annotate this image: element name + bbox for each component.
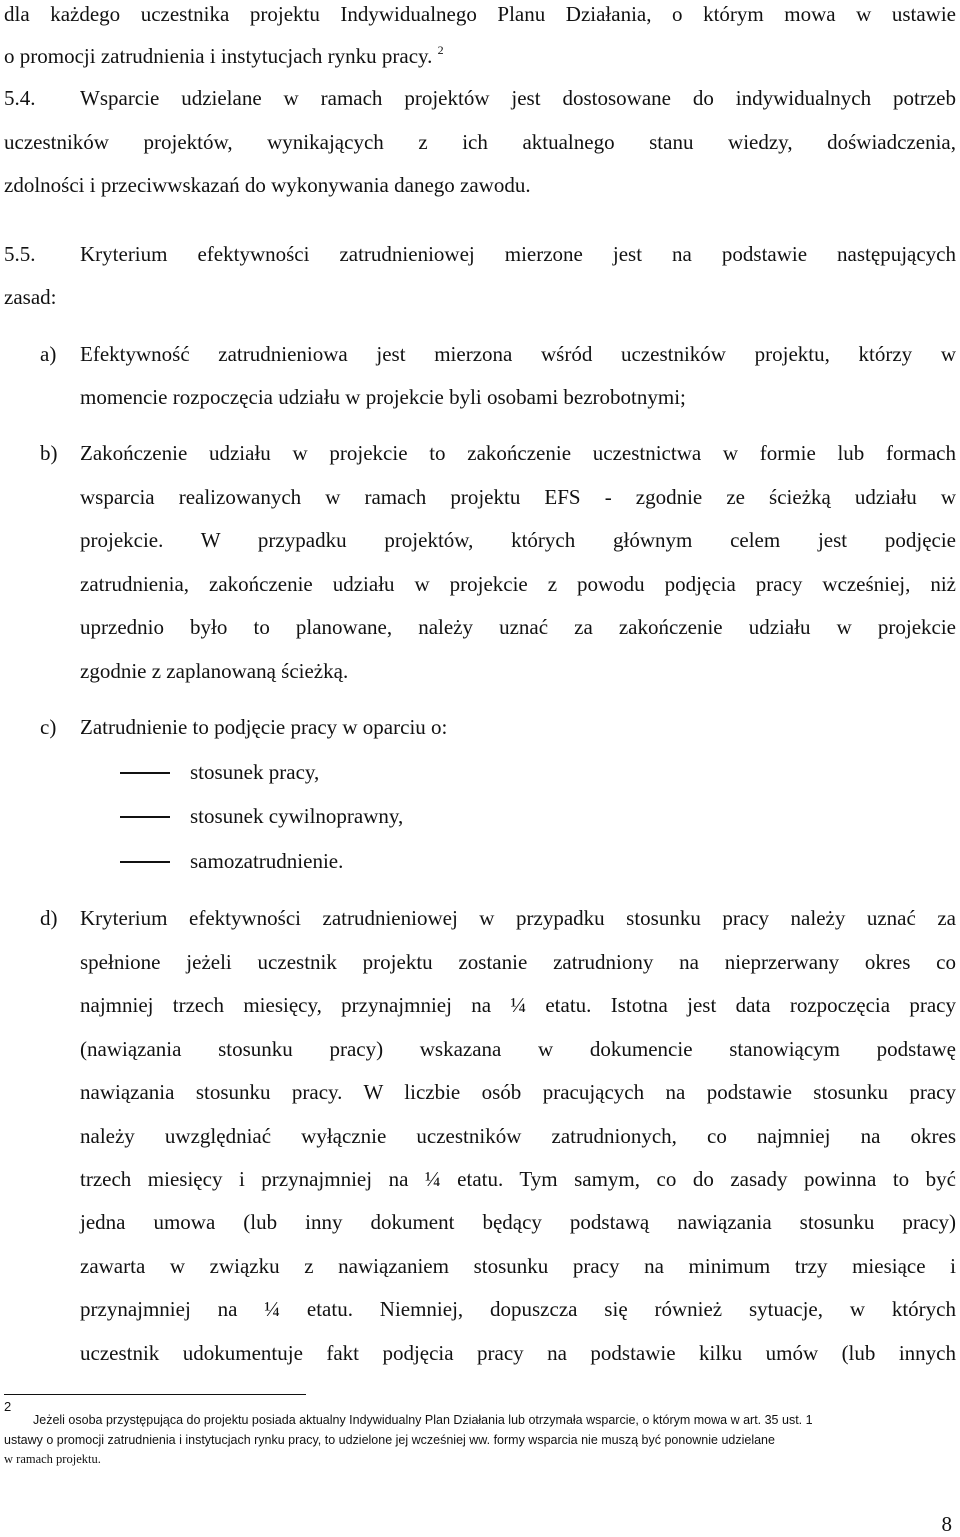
sub-list-item: stosunek pracy, [190,760,320,784]
list-item-line: (nawiązania stosunku pracy) wskazana w dokumencie stanowiącym podstawę [80,1037,956,1061]
list-item-line: zatrudnienia, zakończenie udziału w projekcie z powodu podjęcia pracy wcześniej, niż [80,572,956,596]
list-item-line: Efektywność zatrudnieniowa jest mierzona wśród uczestników projektu, którzy w [80,342,956,366]
list-item-line: trzech miesięcy i przynajmniej na ¼ etatu. Tym samym, co do zasady powinna to być [80,1167,956,1191]
list-item-line: Zakończenie udziału w projekcie to zakończenie uczestnictwa w formie lub formach [80,441,956,465]
list-label: c) [40,715,57,739]
page-number: 8 [941,1512,952,1536]
footnote-mark: 2 [4,1399,12,1414]
footnote-line: w ramach projektu. [4,1452,101,1466]
footnote-reference: 2 [437,43,444,57]
footnote-line: Jeżeli osoba przystępująca do projektu posiada aktualny Indywidualny Plan Działania lub otrzymała wsparcie, o którym mowa w art. 35 ust. 1 [33,1413,813,1427]
sub-list-item: samozatrudnienie. [190,849,344,873]
paragraph-line: Kryterium efektywności zatrudnieniowej mierzone jest na podstawie następujących [80,242,956,266]
list-label: b) [40,441,58,465]
list-item-line: uprzednio było to planowane, należy uznać za zakończenie udziału w projekcie [80,615,956,639]
list-item-line: najmniej trzech miesięcy, przynajmniej na ¼ etatu. Istotna jest data rozpoczęcia pracy [80,993,956,1017]
paragraph-line: dla każdego uczestnika projektu Indywidualnego Planu Działania, o którym mowa w ustawie [4,2,956,26]
paragraph-line: zasad: [4,285,57,309]
list-item-line: zawarta w związku z nawiązaniem stosunku pracy na minimum trzy miesiące i [80,1254,956,1278]
dash-bullet [120,772,170,774]
list-item-line: przynajmniej na ¼ etatu. Niemniej, dopuszcza się również sytuacje, w których [80,1297,956,1321]
list-item-line: nawiązania stosunku pracy. W liczbie osób pracujących na podstawie stosunku pracy [80,1080,956,1104]
dash-bullet [120,861,170,863]
section-number: 5.5. [4,242,36,266]
list-item-line: uczestnik udokumentuje fakt podjęcia pracy na podstawie kilku umów (lub innych [80,1341,956,1365]
paragraph-line: Wsparcie udzielane w ramach projektów jest dostosowane do indywidualnych potrzeb [80,86,956,110]
list-item-line: zgodnie z zaplanowaną ścieżką. [80,659,349,683]
list-item-line: spełnione jeżeli uczestnik projektu zostanie zatrudniony na nieprzerwany okres co [80,950,956,974]
footnote-line: ustawy o promocji zatrudnienia i instytucjach rynku pracy, to udzielone jej wcześniej ww. formy wsparcia nie muszą być ponownie udzielane [4,1433,775,1447]
section-number: 5.4. [4,86,36,110]
list-item-line: projekcie. W przypadku projektów, których głównym celem jest podjęcie [80,528,956,552]
list-item-line: Kryterium efektywności zatrudnieniowej w przypadku stosunku pracy należy uznać za [80,906,956,930]
paragraph-line: o promocji zatrudnienia i instytucjach rynku pracy. $^2$ [4,43,444,68]
paragraph-line: uczestników projektów, wynikających z ich aktualnego stanu wiedzy, doświadczenia, [4,130,956,154]
paragraph-line: zdolności i przeciwwskazań do wykonywania danego zawodu. [4,173,531,197]
list-item-line: wsparcia realizowanych w ramach projektu EFS - zgodnie ze ścieżką udziału w [80,485,956,509]
dash-bullet [120,816,170,818]
list-item-line: momencie rozpoczęcia udziału w projekcie byli osobami bezrobotnymi; [80,385,686,409]
list-item-line: należy uwzględniać wyłącznie uczestników zatrudnionych, co najmniej na okres [80,1124,956,1148]
sub-list-item: stosunek cywilnoprawny, [190,804,404,828]
list-label: a) [40,342,57,366]
list-label: d) [40,906,58,930]
footnote-separator [4,1394,306,1395]
list-item-line: jedna umowa (lub inny dokument będący podstawą nawiązania stosunku pracy) [80,1210,956,1234]
list-item-line: Zatrudnienie to podjęcie pracy w oparciu o: [80,715,448,739]
